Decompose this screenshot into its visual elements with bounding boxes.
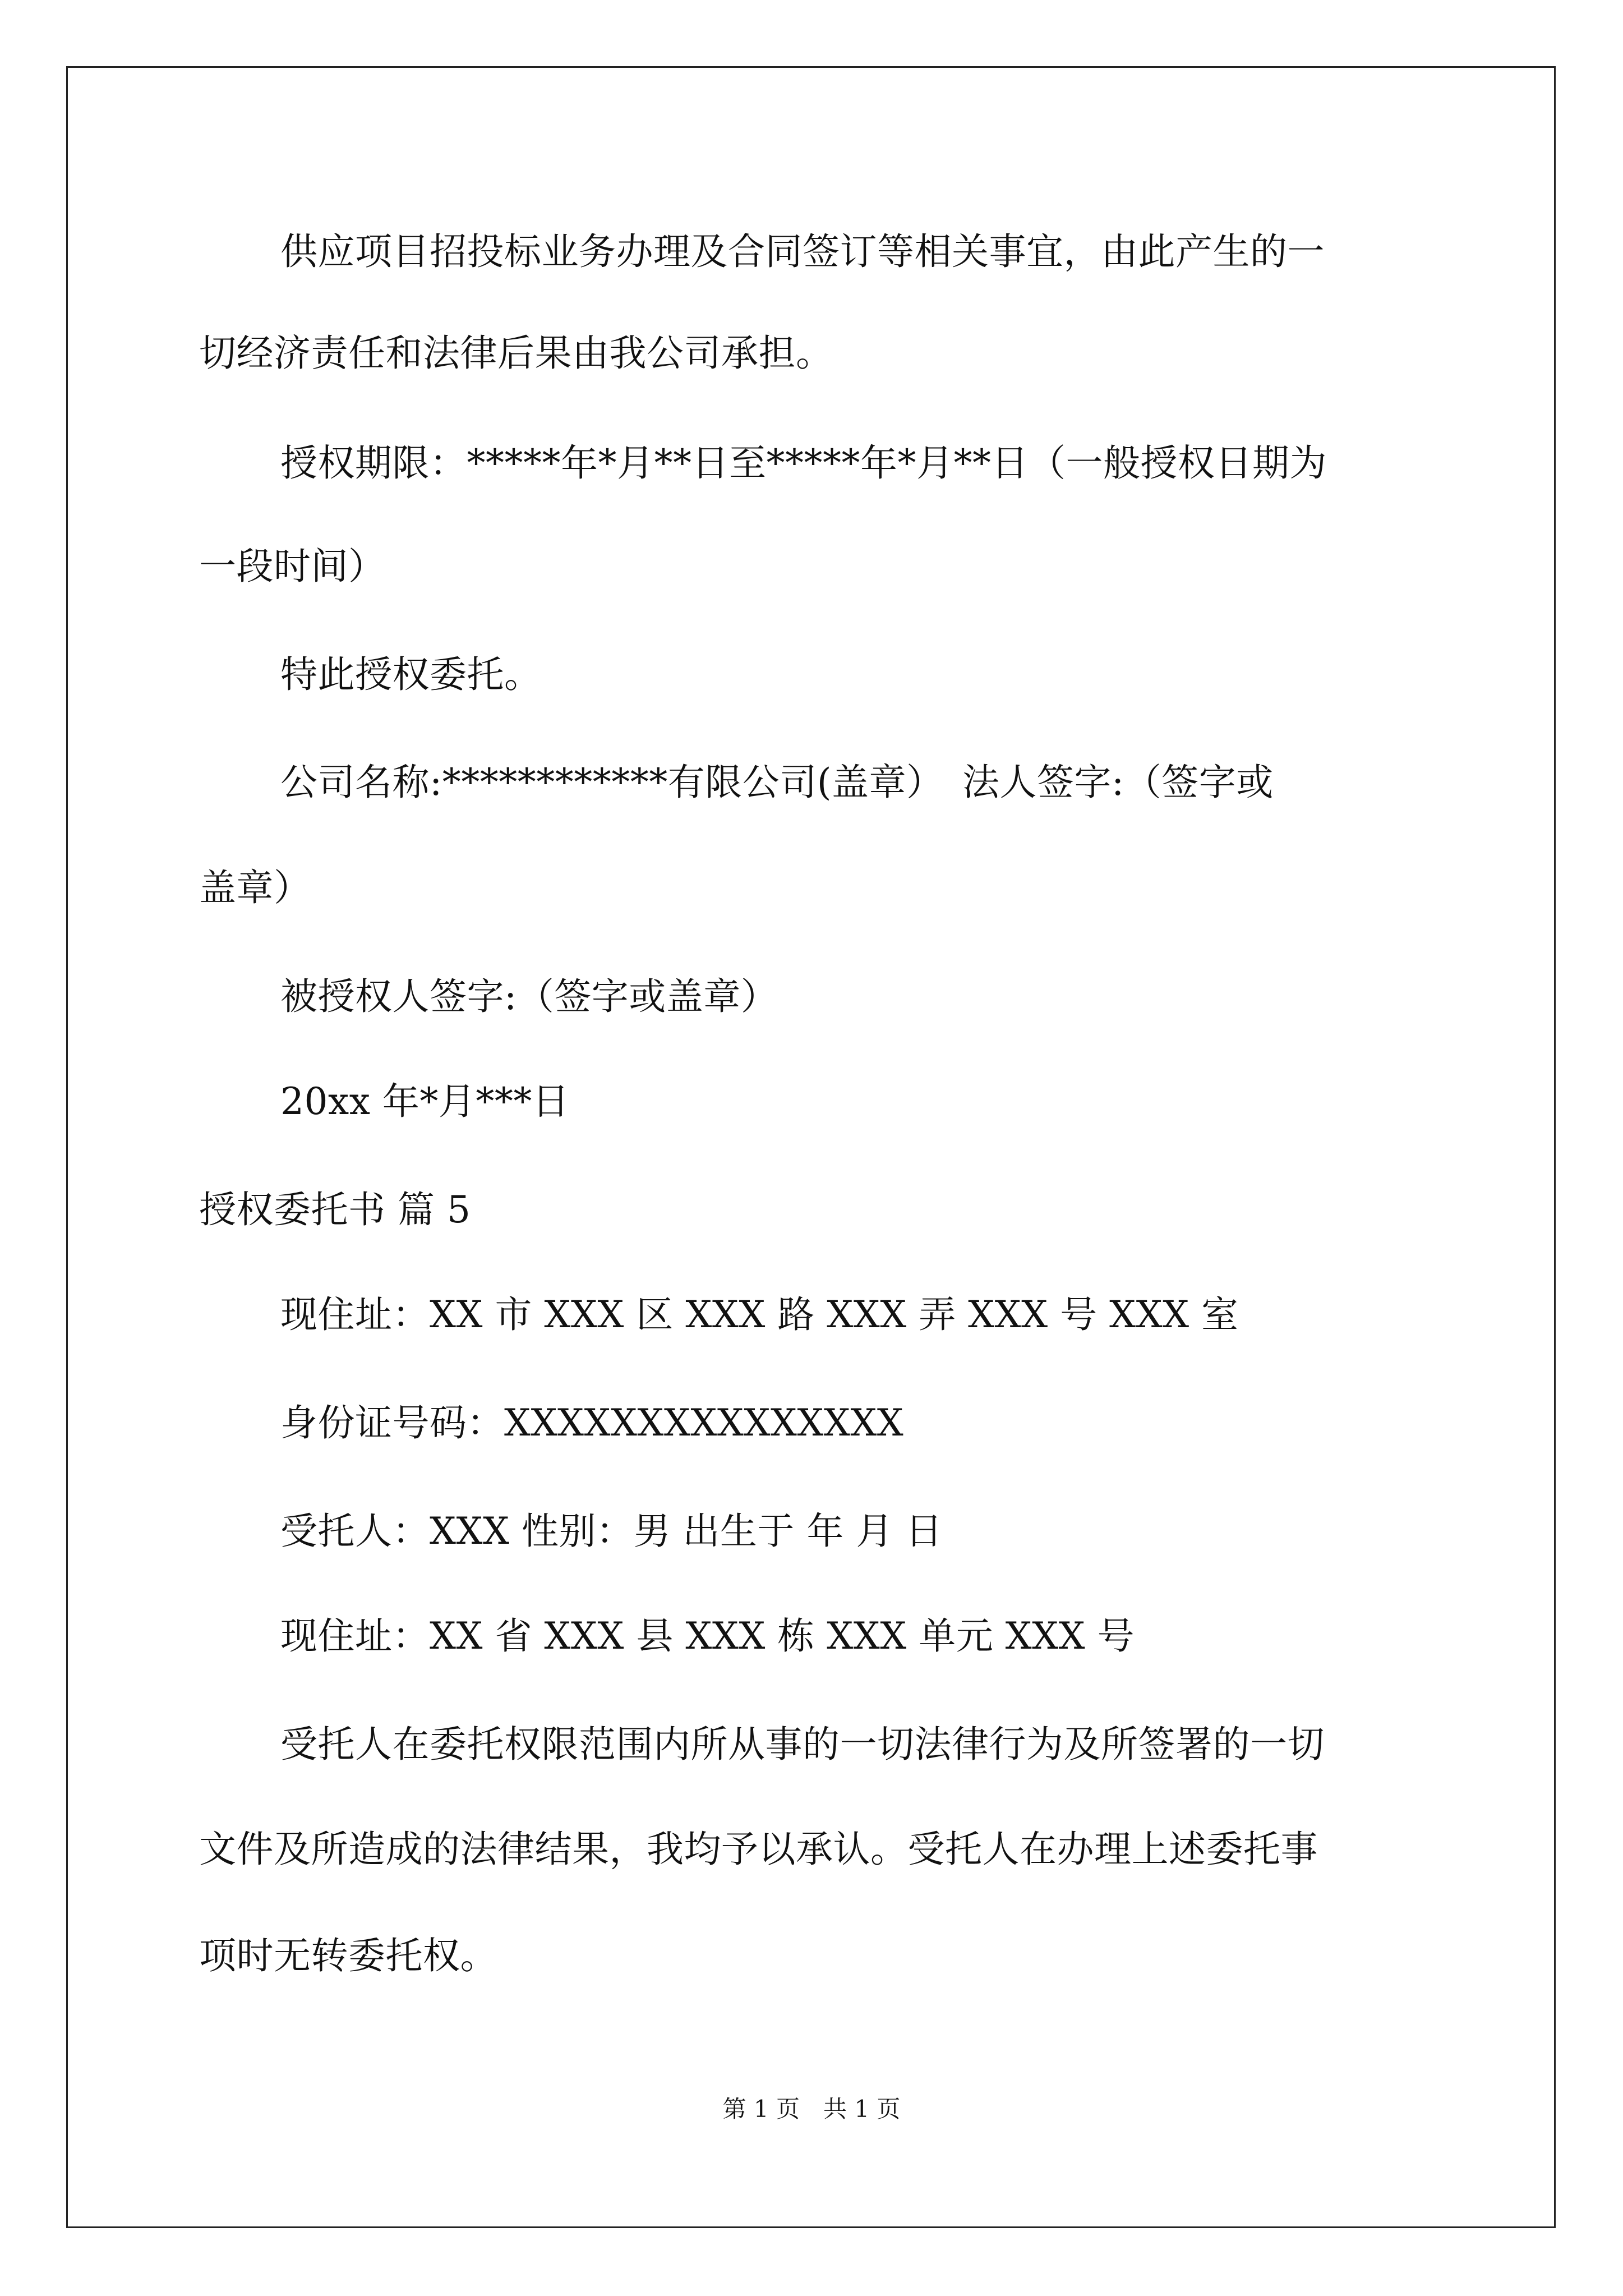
paragraph-line: 受托人：XXX 性别：男 出生于 年 月 日 — [280, 1510, 943, 1553]
paragraph-line: 身份证号码：XXXXXXXXXXXXXXX — [280, 1401, 904, 1444]
page-footer: 第 1 页 共 1 页 — [722, 2095, 901, 2123]
date-line: 20xx 年*月***日 — [280, 1080, 570, 1123]
paragraph-line: 公司名称:************有限公司(盖章） 法人签字:（签字或 — [280, 761, 1274, 804]
paragraph-line: 特此授权委托。 — [280, 653, 542, 696]
section-heading: 授权委托书 篇 5 — [199, 1188, 471, 1231]
paragraph-line: 供应项目招投标业务办理及合同签订等相关事宜，由此产生的一 — [280, 230, 1325, 273]
paragraph-line: 被授权人签字:（签字或盖章） — [280, 975, 778, 1018]
paragraph-line: 现住址：XX 市 XXX 区 XXX 路 XXX 弄 XXX 号 XXX 室 — [280, 1293, 1239, 1336]
paragraph-line: 盖章） — [199, 866, 311, 909]
paragraph-line: 文件及所造成的法律结果，我均予以承认。受托人在办理上述委托事 — [199, 1828, 1318, 1871]
paragraph-line: 项时无转委托权。 — [199, 1934, 497, 1977]
paragraph-line: 受托人在委托权限范围内所从事的一切法律行为及所签署的一切 — [280, 1723, 1325, 1766]
paragraph-line: 一段时间） — [199, 545, 386, 588]
paragraph-line: 现住址：XX 省 XXX 县 XXX 栋 XXX 单元 XXX 号 — [280, 1614, 1135, 1658]
page-border — [66, 66, 1556, 2228]
paragraph-line: 授权期限：*****年*月**日至*****年*月**日（一般授权日期为 — [280, 441, 1327, 485]
paragraph-line: 切经济责任和法律后果由我公司承担。 — [199, 332, 833, 375]
